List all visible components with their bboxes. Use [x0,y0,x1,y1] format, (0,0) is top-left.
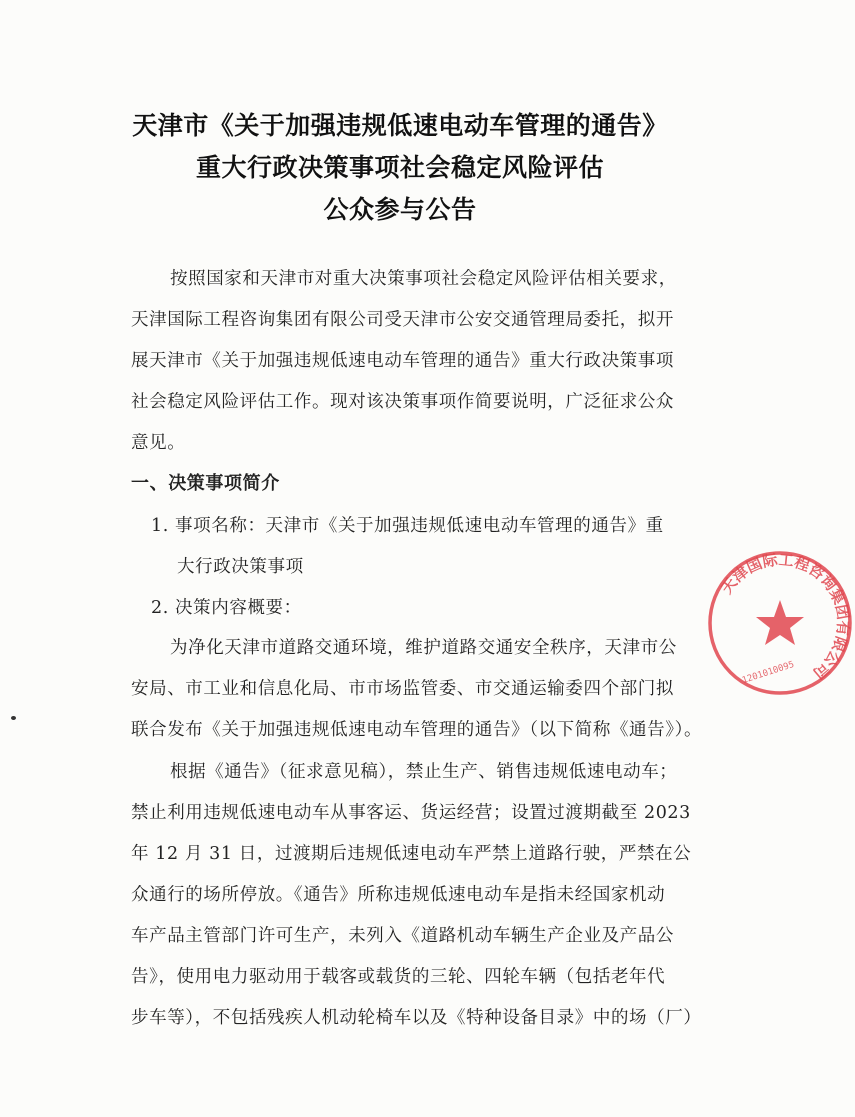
title-line-3: 公众参与公告 [323,195,477,224]
star-icon [756,600,804,645]
paragraph-line: 步车等），不包括残疾人机动轮椅车以及《特种设备目录》中的场（厂） [131,1008,702,1028]
intro-line: 展天津市《关于加强违规低速电动车管理的通告》重大行政决策事项 [131,351,674,371]
paragraph-line: 联合发布《关于加强违规低速电动车管理的通告》（以下简称《通告》）。 [131,720,703,740]
intro-line: 按照国家和天津市对重大决策事项社会稳定风险评估相关要求， [170,269,677,289]
paragraph-line: 年 12 月 31 日，过渡期后违规低速电动车严禁上道路行驶，严禁在公 [131,844,692,864]
official-seal [705,548,855,698]
scan-speck [11,716,16,720]
paragraph-line: 告》，使用电力驱动用于载客或载货的三轮、四轮车辆（包括老年代 [131,967,666,987]
paragraph-line: 禁止利用违规低速电动车从事客运、货运经营；设置过渡期截至 2023 [131,803,691,823]
paragraph-line: 众通行的场所停放。《通告》所称违规低速电动车是指未经国家机动 [131,885,666,905]
paragraph-line: 车产品主管部门许可生产，未列入《道路机动车辆生产企业及产品公 [131,926,674,946]
intro-line: 天津国际工程咨询集团有限公司受天津市公安交通管理局委托，拟开 [131,310,674,330]
paragraph-line: 为净化天津市道路交通环境，维护道路交通安全秩序，天津市公 [170,638,677,658]
list-item-summary: 2. 决策内容概要： [151,598,302,618]
intro-line: 社会稳定风险评估工作。现对该决策事项作简要说明，广泛征求公众 [131,392,674,412]
paragraph-line: 根据《通告》（征求意见稿），禁止生产、销售违规低速电动车； [170,762,678,782]
title-line-1: 天津市《关于加强违规低速电动车管理的通告》 [132,111,668,140]
title-line-2: 重大行政决策事项社会稳定风险评估 [195,153,604,182]
list-item-name: 1. 事项名称：天津市《关于加强违规低速电动车管理的通告》重 [151,516,664,536]
svg-text:1201010095: 1201010095 [740,659,796,687]
paragraph-line: 安局、市工业和信息化局、市市场监管委、市交通运输委四个部门拟 [131,679,674,699]
section-heading: 一、决策事项简介 [131,473,280,494]
svg-text:天津国际工程咨询集团有限公司: 天津国际工程咨询集团有限公司 [717,550,853,683]
list-item-name-cont: 大行政决策事项 [177,557,304,577]
intro-line: 意见。 [131,433,186,453]
